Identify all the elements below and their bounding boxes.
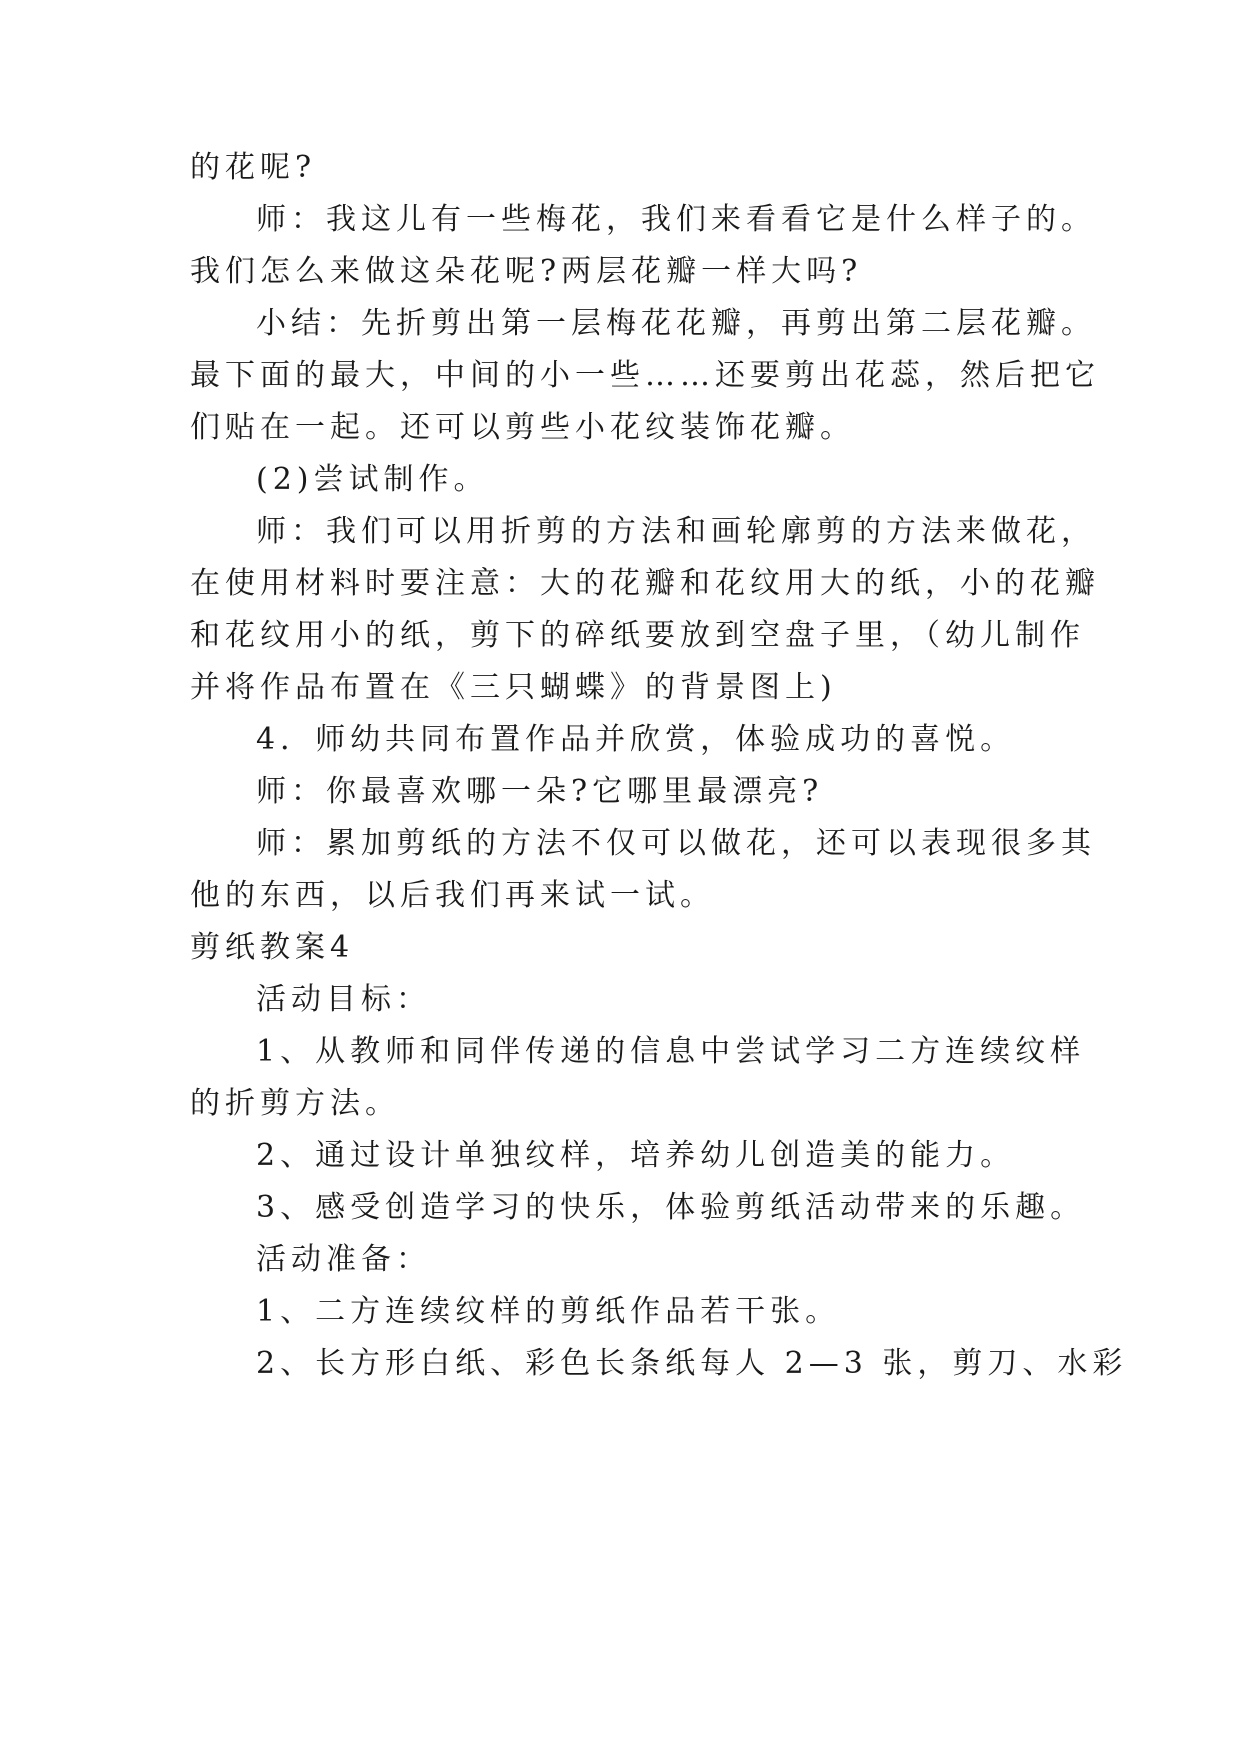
- text-line: 1、从教师和同伴传递的信息中尝试学习二方连续纹样: [256, 1034, 1086, 1069]
- text-line: 他的东西，以后我们再来试一试。: [190, 878, 715, 913]
- text-line: 师：我这儿有一些梅花，我们来看看它是什么样子的。: [256, 202, 1096, 237]
- text-line: 2、长方形白纸、彩色长条纸每人 2—3 张，剪刀、水彩: [256, 1346, 1128, 1381]
- text-line: 1、二方连续纹样的剪纸作品若干张。: [256, 1294, 841, 1329]
- text-line: 小结：先折剪出第一层梅花花瓣，再剪出第二层花瓣。: [256, 306, 1096, 341]
- text-line: (2)尝试制作。: [256, 462, 489, 497]
- text-line: 我们怎么来做这朵花呢?两层花瓣一样大吗?: [190, 254, 863, 289]
- text-line: 师：你最喜欢哪一朵?它哪里最漂亮?: [256, 774, 824, 809]
- text-line: 的花呢?: [190, 150, 317, 185]
- text-line: 师：我们可以用折剪的方法和画轮廓剪的方法来做花，: [256, 514, 1096, 549]
- text-line: 和花纹用小的纸，剪下的碎纸要放到空盘子里，（幼儿制作: [190, 618, 1085, 653]
- text-line: 2、通过设计单独纹样，培养幼儿创造美的能力。: [256, 1138, 1016, 1173]
- text-line: 活动准备：: [256, 1242, 431, 1277]
- text-line: 最下面的最大，中间的小一些……还要剪出花蕊，然后把它: [190, 358, 1100, 393]
- text-line: 师：累加剪纸的方法不仅可以做花，还可以表现很多其: [256, 826, 1096, 861]
- text-line: 的折剪方法。: [190, 1086, 400, 1121]
- text-line: 活动目标：: [256, 982, 431, 1017]
- section-heading: 剪纸教案4: [190, 930, 355, 965]
- text-line: 在使用材料时要注意：大的花瓣和花纹用大的纸，小的花瓣: [190, 566, 1100, 601]
- text-line: 们贴在一起。还可以剪些小花纹装饰花瓣。: [190, 410, 855, 445]
- text-line: 3、感受创造学习的快乐，体验剪纸活动带来的乐趣。: [256, 1190, 1086, 1225]
- text-line: 4．师幼共同布置作品并欣赏，体验成功的喜悦。: [256, 722, 1016, 757]
- text-line: 并将作品布置在《三只蝴蝶》的背景图上): [190, 670, 837, 705]
